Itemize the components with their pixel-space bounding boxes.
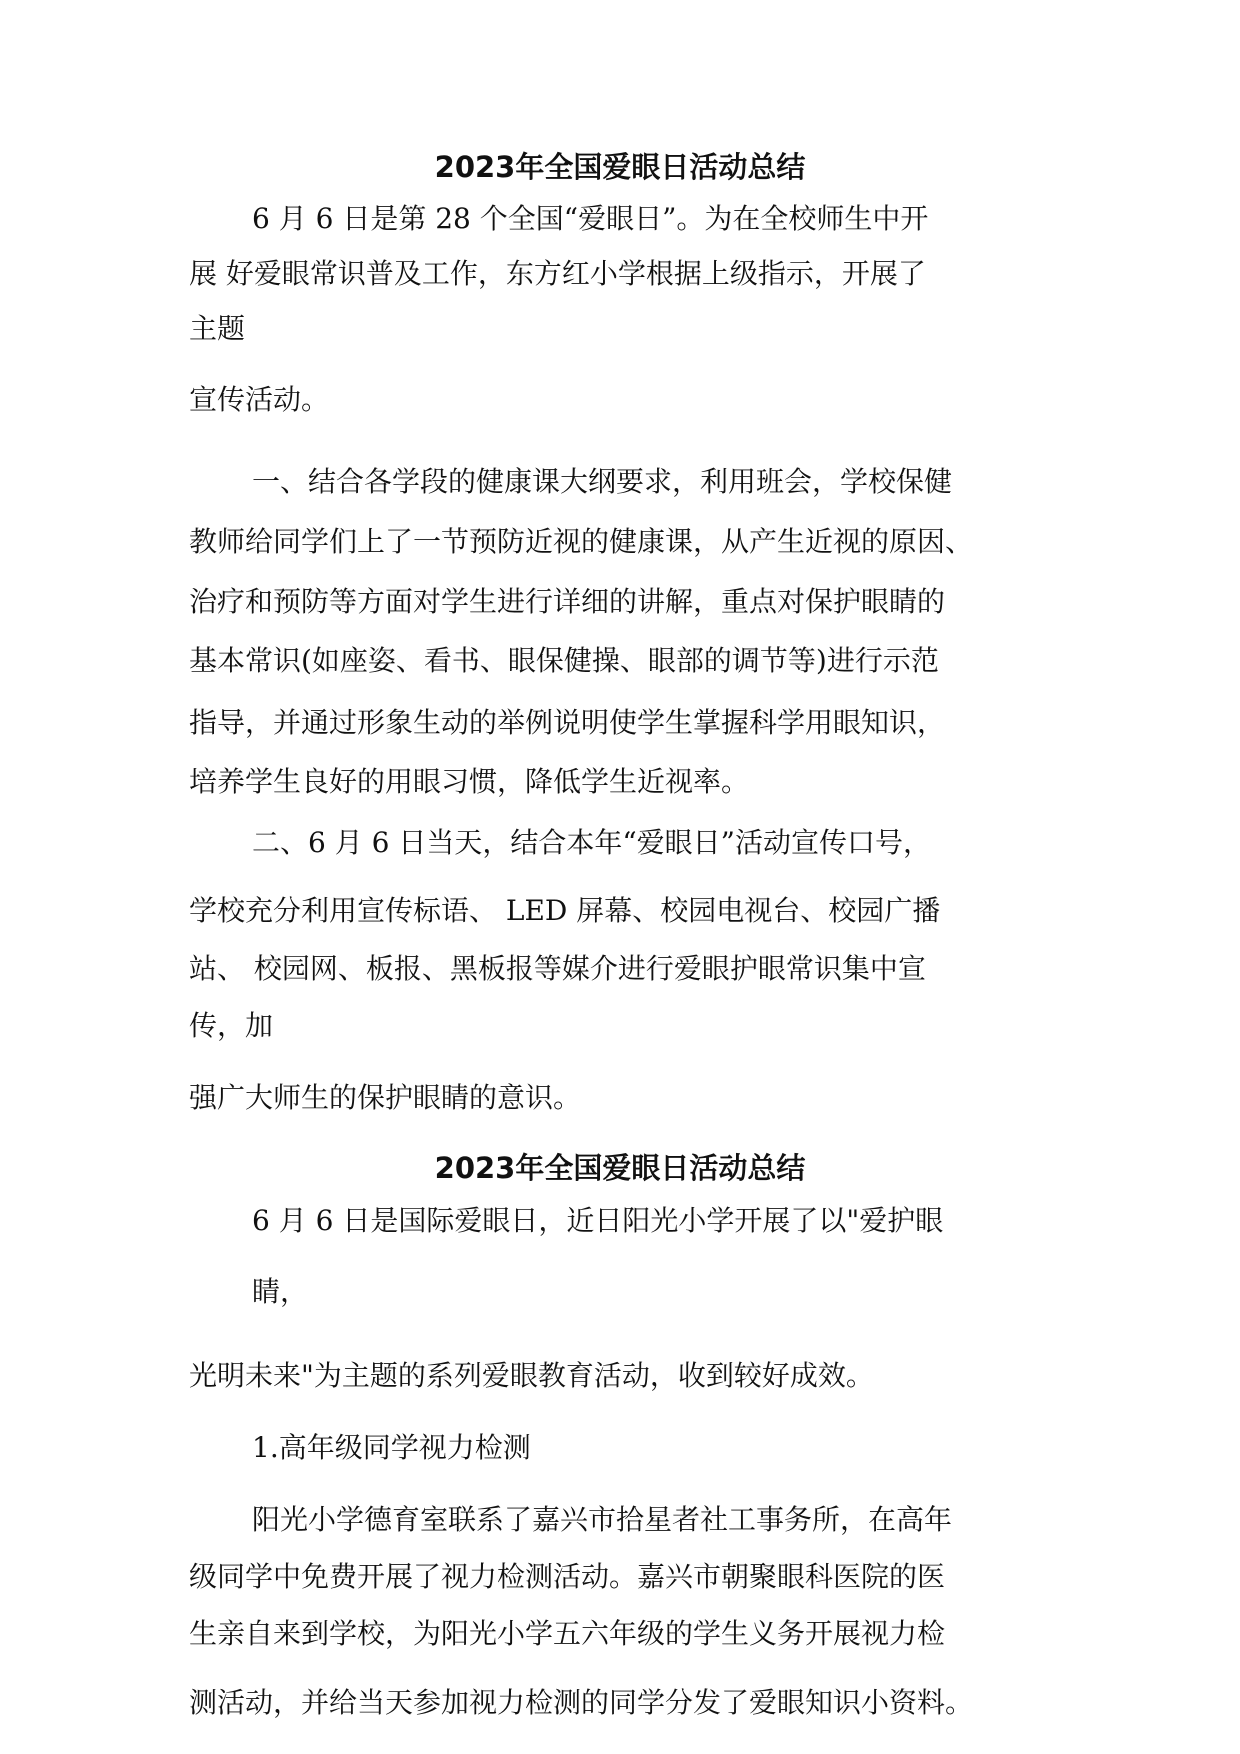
paragraph-line: 站、 校园网、板报、黑板报等媒介进行爱眼护眼常识集中宣 bbox=[189, 952, 926, 985]
paragraph-line: 1.高年级同学视力检测 bbox=[252, 1431, 531, 1464]
paragraph-line: 测活动，并给当天参加视力检测的同学分发了爱眼知识小资料。 bbox=[189, 1686, 974, 1719]
paragraph-line: 传，加 bbox=[189, 1009, 274, 1042]
paragraph-line: 主题 bbox=[189, 312, 246, 345]
paragraph-line: 指导，并通过形象生动的举例说明使学生掌握科学用眼知识， bbox=[189, 706, 946, 739]
paragraph-line: 光明未来"为主题的系列爱眼教育活动，收到较好成效。 bbox=[189, 1359, 874, 1392]
paragraph-line: 学校充分利用宣传标语、 LED 屏幕、校园电视台、校园广播 bbox=[189, 894, 941, 927]
section-1-title: 2023年全国爱眼日活动总结 bbox=[434, 150, 806, 184]
paragraph-line: 治疗和预防等方面对学生进行详细的讲解，重点对保护眼睛的 bbox=[189, 585, 946, 618]
paragraph-line: 级同学中免费开展了视力检测活动。嘉兴市朝聚眼科医院的医 bbox=[189, 1560, 946, 1593]
paragraph-line: 宣传活动。 bbox=[189, 383, 330, 416]
paragraph-line: 教师给同学们上了一节预防近视的健康课，从产生近视的原因、 bbox=[189, 525, 974, 558]
paragraph-line: 阳光小学德育室联系了嘉兴市拾星者社工事务所，在高年 bbox=[252, 1503, 953, 1536]
paragraph-line: 培养学生良好的用眼习惯，降低学生近视率。 bbox=[189, 765, 750, 798]
paragraph-line: 一、结合各学段的健康课大纲要求，利用班会，学校保健 bbox=[252, 465, 953, 498]
paragraph-line: 二、6 月 6 日当天，结合本年“爱眼日”活动宣传口号， bbox=[252, 826, 931, 859]
paragraph-line: 强广大师生的保护眼睛的意识。 bbox=[189, 1081, 582, 1114]
paragraph-line: 基本常识(如座姿、看书、眼保健操、眼部的调节等)进行示范 bbox=[189, 644, 939, 677]
paragraph-line: 6 月 6 日是国际爱眼日，近日阳光小学开展了以"爱护眼 bbox=[252, 1204, 944, 1237]
section-2-title: 2023年全国爱眼日活动总结 bbox=[434, 1151, 806, 1185]
paragraph-line: 睛， bbox=[252, 1275, 309, 1308]
paragraph-line: 生亲自来到学校，为阳光小学五六年级的学生义务开展视力检 bbox=[189, 1617, 946, 1650]
paragraph-line: 展 好爱眼常识普及工作，东方红小学根据上级指示，开展了 bbox=[189, 257, 926, 290]
paragraph-line: 6 月 6 日是第 28 个全国“爱眼日”。为在全校师生中开 bbox=[252, 202, 929, 235]
